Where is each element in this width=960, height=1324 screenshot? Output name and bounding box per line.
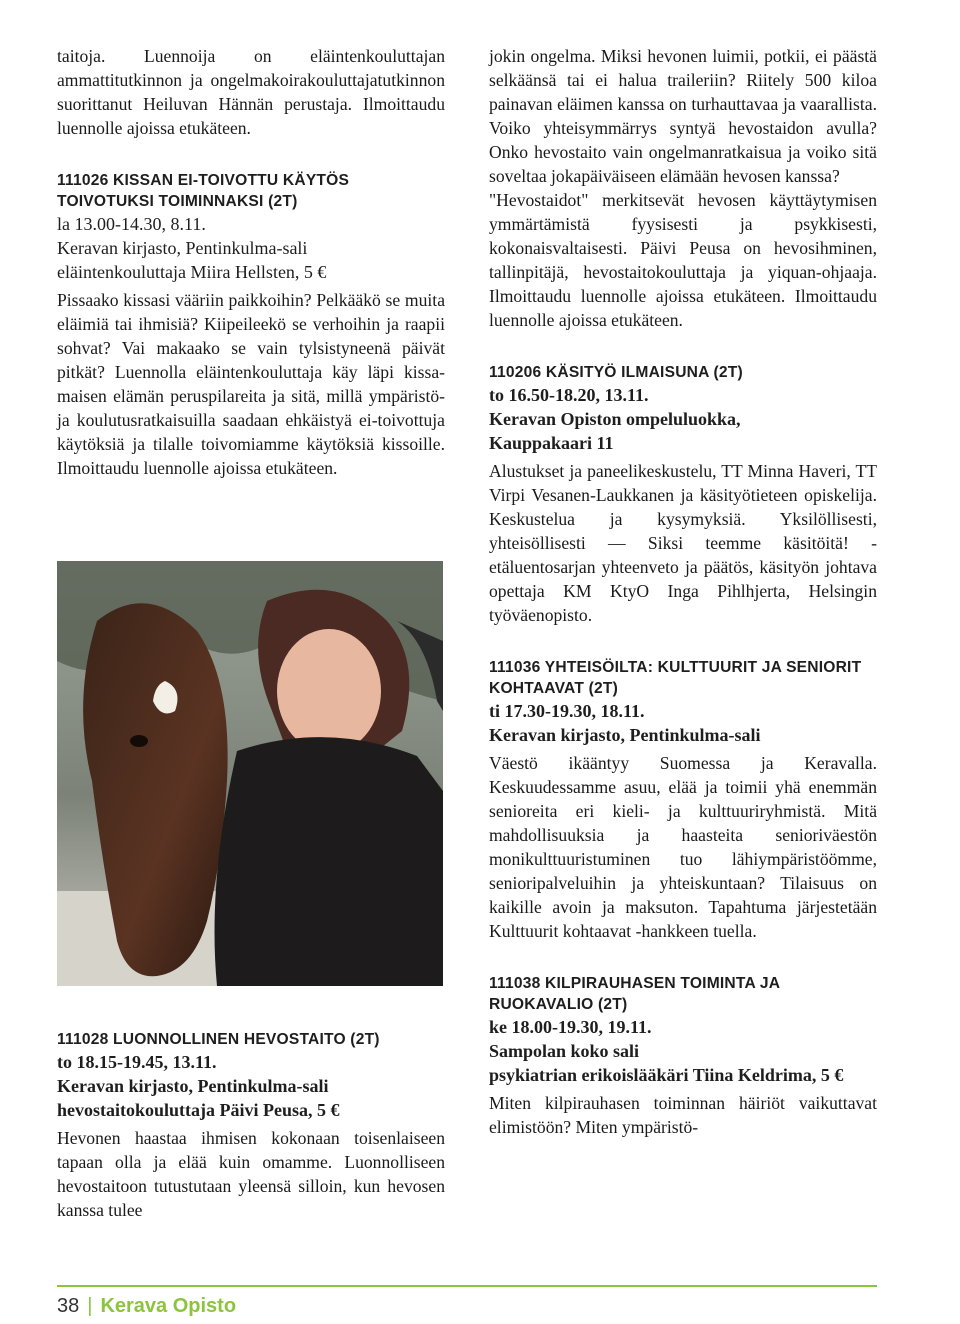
event-place: Keravan kirjasto, Pentinkulma-sali [57,238,308,258]
footer-separator: | [87,1295,93,1317]
event-description: Miten kilpirauhasen toiminnan häiriöt vaikuttavat elimistöön? Miten ympäristö- [489,1093,877,1137]
event-time: ti 17.30-19.30, 18.11. [489,701,645,721]
event-place: Keravan Opiston ompeluluokka, [489,409,741,429]
event-description: Väestö ikääntyy Suomessa ja Keravalla. Keskuudessamme asuu, elää ja toimii yhä enemmän senioreita eri kieli- ja kulttuuriryhmistä. Mitä mahdollisuuksia ja haasteita senioriväestön monikulttuuristuminen tuo lähiympäristöömme, senioripalveluihin ja yhteiskuntaan? Tilaisuus on kaikille avoin ja maksuton. Tapahtuma järjestetään Kulttuurit kohtaavat -hankkeen tuella. [489,753,877,941]
event-lecturer: hevostaitokouluttaja Päivi Peusa, 5 € [57,1100,340,1120]
event-description: Alustukset ja paneelikeskustelu, TT Minna Haveri, TT Virpi Vesanen-Laukkanen ja käsityötieteen opiskelija. Keskustelua ja kysymyksiä. Yksilöllisesti, yhteisöllisesti — Siksi teemme käsitöitä! -etäluentosarjan yhteenveto ja päätös, käsityön johtava opettaja KM KtyO Inga Pihlhjerta, Helsingin työväenopisto. [489,461,877,625]
publication-name: Kerava Opisto [100,1295,237,1317]
event-place: Sampolan koko sali [489,1041,640,1061]
event-time: to 18.15-19.45, 13.11. [57,1052,217,1072]
event-heading: 111028 LUONNOLLINEN HEVOSTAITO (2T) [57,1031,380,1048]
page-footer [57,1292,236,1320]
footer-divider [57,1285,877,1287]
continuation-text-2: "Hevostaidot" merkitsevät hevosen käyttäytymisen ymmärtämistä fyysisesti ja psykkisesti, kokonaisvaltaisesti. Päivi Peusa on hevosihminen, tallinpitäjä, hevostaitokouluttaja ja yiquan-ohjaaja. Ilmoittaudu luennolle ajoissa etukäteen. Ilmoittaudu luennolle ajoissa etukäteen. [489,190,877,330]
event-time: la 13.00-14.30, 8.11. [57,214,206,234]
left-column-lower [57,1029,445,1222]
event-heading: 110206 KÄSITYÖ ILMAISUNA (2T) [489,364,743,381]
right-column [489,44,877,1139]
event-place: Keravan kirjasto, Pentinkulma-sali [489,725,761,745]
continuation-text: jokin ongelma. Miksi hevonen luimii, potkii, ei päästä selkäänsä tai ei halua traileriin? Riitely 500 kiloa painavan eläimen kanssa on turhauttavaa ja vaarallista. Voiko yhteisymmärrys syntyä hevostaidon avulla? Onko hevostaito vain ongelmanratkaisua ja voiko sitä soveltaa jokapäiväiseen elämään hevosen kanssa? [489,46,877,186]
event-time: to 16.50-18.20, 13.11. [489,385,649,405]
event-time: ke 18.00-19.30, 19.11. [489,1017,652,1037]
event-lecturer: psykiatrian erikoislääkäri Tiina Keldrima, 5 € [489,1065,844,1085]
event-heading: 111038 KILPIRAUHASEN TOIMINTA JA RUOKAVALIO (2T) [489,975,780,1013]
intro-text: taitoja. Luennoija on eläintenkouluttajan ammattitutkinnon ja ongelmakoirakouluttajatutkinnon suorittanut Heiluvan Hännän perustaja. Ilmoittaudu luennolle ajoissa etukäteen. [57,46,445,138]
left-column [57,44,445,480]
event-heading: 111036 YHTEISÖILTA: KULTTUURIT JA SENIORIT KOHTAAVAT (2T) [489,659,862,697]
event-description: Hevonen haastaa ihmisen kokonaan toisenlaiseen tapaan olla ja elää kuin omamme. Luonnolliseen hevostaitoon tutustutaan yleensä silloin, kun hevosen kanssa tulee [57,1128,445,1220]
event-heading: 111026 KISSAN EI-TOIVOTTU KÄYTÖS TOIVOTUKSI TOIMINNAKSI (2T) [57,172,350,210]
horse-and-woman-photo [57,561,443,986]
event-place-address: Kauppakaari 11 [489,433,614,453]
event-description: Pissaako kissasi vääriin paikkoihin? Pelkääkö se muita eläimiä tai ihmisiä? Kiipeileekö se verhoihin ja raapii sohvat? Vai makaako se vain tylsistyneenä päivät pitkät? Luennolla eläintenkouluttaja käy läpi kissamaisen elämän peruspilareita ja sitä, millä ympäristö- ja koulutusratkaisuilla saadaan ehkäistyä ei-toivottuja käytöksiä ja tilalle toivomiamme käytöksiä kissoille. Ilmoittaudu luennolle ajoissa etukäteen. [57,290,445,478]
page-number: 38 [57,1295,80,1317]
event-lecturer: eläintenkouluttaja Miira Hellsten, 5 € [57,262,327,282]
event-place: Keravan kirjasto, Pentinkulma-sali [57,1076,329,1096]
